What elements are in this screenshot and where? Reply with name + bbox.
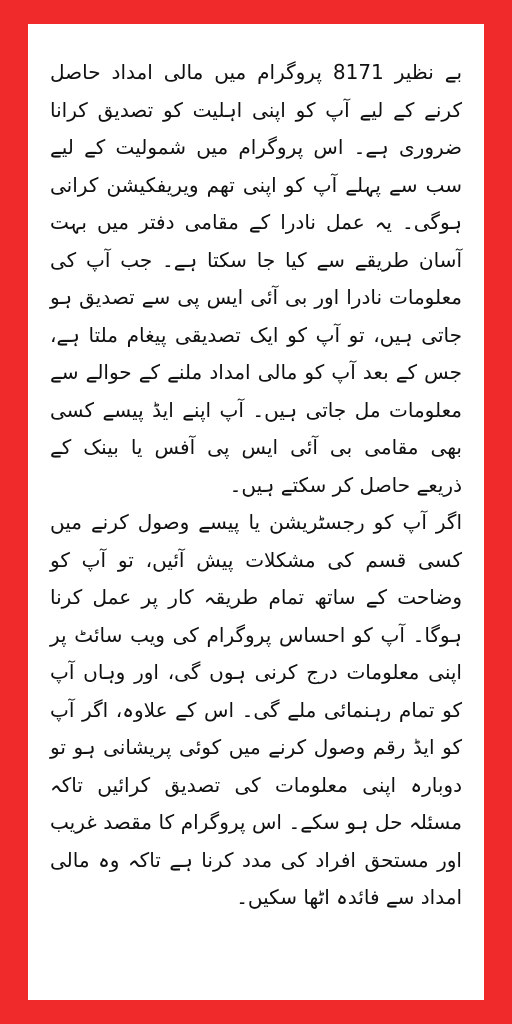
article-paragraph-2: اگر آپ کو رجسٹریشن یا پیسے وصول کرنے میں کسی قسم کی مشکلات پیش آئیں، تو آپ کو وضاحت کے ساتھ تمام طریقہ کار پر عمل کرنا ہوگا۔ آپ کو احساس پروگرام کی ویب سائٹ پر اپنی معلومات درج کرنی ہوں گی، اور وہاں آپ کو تمام رہنمائی ملے گی۔ اس کے علاوہ، اگر آپ کو ایڈ رقم وصول کرنے میں کوئی پریشانی ہو تو دوبارہ اپنی معلومات کی تصدیق کرائیں تاکہ مسئلہ حل ہو سکے۔ اس پروگرام کا مقصد غریب اور مستحق افراد کی مدد کرنا ہے تاکہ وہ مالی امداد سے فائدہ اٹھا سکیں۔ [50, 510, 462, 909]
article-card [28, 24, 484, 1000]
article-paragraph-1: بے نظیر 8171 پروگرام میں مالی امداد حاصل کرنے کے لیے آپ کو اپنی اہلیت کو تصدیق کرانا ضروری ہے۔ اس پروگرام میں شمولیت کے لیے سب سے پہلے آپ کو اپنی تھم ویریفکیشن کرانی ہوگی۔ یہ عمل نادرا کے مقامی دفتر میں بہت آسان طریقے سے کیا جا سکتا ہے۔ جب آپ کی معلومات نادرا اور بی آئی ایس پی سے تصدیق ہو جاتی ہیں، تو آپ کو ایک تصدیقی پیغام ملتا ہے، جس کے بعد آپ کو مالی امداد ملنے کے حوالے سے معلومات مل جاتی ہیں۔ آپ اپنے ایڈ پیسے کسی بھی مقامی بی آئی ایس پی آفس یا بینک کے ذریعے حاصل کر سکتے ہیں۔ [50, 60, 463, 497]
